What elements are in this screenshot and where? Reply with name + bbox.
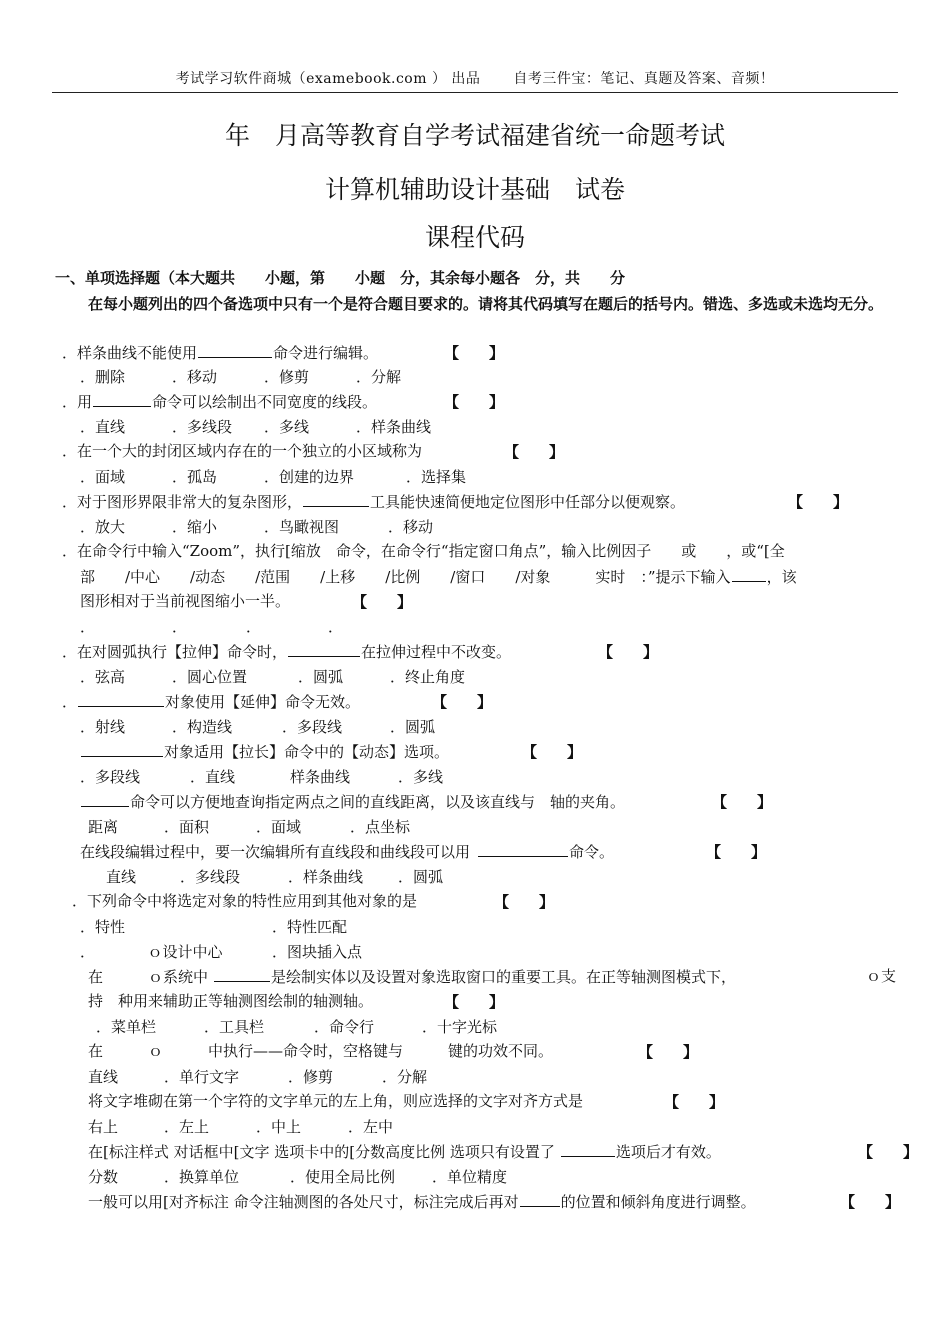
header-left: 考试学习软件商城（examebook.com ） 出品 — [175, 71, 481, 87]
option-b: ．特性匹配 — [272, 918, 348, 936]
course-code: 课程代码 — [424, 223, 525, 252]
question-1: ．样条曲线不能使用 命令进行编辑。 — [62, 344, 379, 362]
option-b: ．孤岛 — [172, 468, 218, 486]
option-a: ．菜单栏 — [96, 1018, 157, 1036]
question-5-line-2: 部 /中心 /动态 /范围 /上移 /比例 /窗口 /对象 实时 ：”提示下输入 ，该 — [80, 568, 797, 586]
option-c: ． ｏ设计中心 — [80, 943, 223, 961]
answer-bracket: 【 】 — [858, 1143, 919, 1161]
answer-blank — [214, 966, 270, 982]
answer-blank — [198, 342, 272, 358]
answer-blank — [81, 741, 163, 757]
answer-bracket: 【 】 — [638, 1043, 699, 1061]
option-d: ．选择集 — [406, 468, 467, 486]
option-c: 样条曲线 — [290, 768, 351, 786]
answer-bracket: 【 】 — [444, 993, 505, 1011]
header-right: 自考三件宝：笔记、真题及答案、音频！ — [513, 71, 775, 87]
question-12-tail: ｏ支 — [866, 967, 897, 985]
question-7: ． 对象使用【延伸】命令无效。 — [62, 693, 361, 711]
option-a: ．放大 — [80, 518, 126, 536]
answer-bracket: 【 】 — [522, 743, 583, 761]
answer-blank — [561, 1141, 615, 1157]
question-12-line-2: 持 种用来辅助正等轴测图绘制的轴测轴。 — [88, 992, 374, 1010]
option-a: ． — [80, 618, 96, 636]
answer-bracket: 【 】 — [494, 893, 555, 911]
section-instruction: 在每小题列出的四个备选项中只有一个是符合题目要求的。请将其代码填写在题后的括号内。错选、多选或未选均无分。 — [88, 295, 884, 313]
answer-blank — [93, 391, 151, 407]
answer-blank — [288, 641, 360, 657]
option-c: ．修剪 — [288, 1068, 334, 1086]
option-b: ．移动 — [172, 368, 218, 386]
answer-blank — [478, 841, 568, 857]
option-a: ．弦高 — [80, 668, 126, 686]
answer-blank — [732, 566, 766, 582]
answer-bracket: 【 】 — [504, 443, 565, 461]
header-divider — [52, 92, 898, 93]
option-d: ．圆弧 — [398, 868, 444, 886]
option-b: ．多线段 — [172, 418, 233, 436]
option-b: ．构造线 — [172, 718, 233, 736]
option-a: ．射线 — [80, 718, 126, 736]
answer-blank — [303, 491, 369, 507]
answer-blank — [78, 691, 164, 707]
answer-blank — [520, 1191, 560, 1207]
question-5-line-1: ．在命令行中输入“Zoom”，执行[缩放 命令，在命令行“指定窗口角点”，输入比例因子 或 ，或“[全 — [62, 542, 785, 560]
course-title: 计算机辅助设计基础 试卷 — [324, 175, 625, 204]
option-a: 直线 — [88, 1068, 119, 1086]
option-c: ．多段线 — [282, 718, 343, 736]
answer-bracket: 【 】 — [432, 693, 493, 711]
exam-title: 年 月高等教育自学考试福建省统一命题考试 — [224, 121, 725, 150]
option-c: ．面域 — [256, 818, 302, 836]
option-b: ．多线段 — [180, 868, 241, 886]
option-a: 右上 — [88, 1118, 119, 1136]
option-a: ．面域 — [80, 468, 126, 486]
question-9: 命令可以方便地查询指定两点之间的直线距离，以及该直线与 轴的夹角。 — [80, 791, 625, 812]
option-d: ．移动 — [388, 518, 434, 536]
question-6: ．在对圆弧执行【拉伸】命令时， 在拉伸过程中不改变。 — [62, 643, 512, 661]
option-c: ．圆弧 — [298, 668, 344, 686]
option-d: ．样条曲线 — [356, 418, 432, 436]
option-a: 直线 — [106, 868, 137, 886]
question-5-line-3: 图形相对于当前视图缩小一半。 — [80, 592, 291, 610]
option-b: ． — [172, 618, 188, 636]
option-c: ．使用全局比例 — [290, 1168, 396, 1186]
option-a: 距离 — [88, 818, 119, 836]
option-a: 分数 — [88, 1168, 119, 1186]
option-c: ．鸟瞰视图 — [264, 518, 340, 536]
answer-bracket: 【 】 — [712, 793, 773, 811]
option-d: ．左中 — [348, 1118, 394, 1136]
answer-bracket: 【 】 — [788, 493, 849, 511]
option-d: ．单位精度 — [432, 1168, 508, 1186]
answer-bracket: 【 】 — [444, 393, 505, 411]
option-a: ．删除 — [80, 368, 126, 386]
option-d: ．点坐标 — [350, 818, 411, 836]
option-b: ．工具栏 — [204, 1018, 265, 1036]
option-b: ．面积 — [164, 818, 210, 836]
answer-bracket: 【 】 — [840, 1193, 901, 1211]
answer-bracket: 【 】 — [444, 344, 505, 362]
option-c: ．修剪 — [264, 368, 310, 386]
option-c: ．命令行 — [314, 1018, 375, 1036]
option-a: ．特性 — [80, 918, 126, 936]
option-b: ．单行文字 — [164, 1068, 240, 1086]
option-c: ．多线 — [264, 418, 310, 436]
answer-bracket: 【 】 — [352, 593, 413, 611]
answer-bracket: 【 】 — [598, 643, 659, 661]
question-12-line-1: 在 ｏ系统中 是绘制实体以及设置对象选取窗口的重要工具。在正等轴测图模式下， — [88, 968, 737, 986]
option-a: ．多段线 — [80, 768, 141, 786]
option-d: ． — [328, 618, 344, 636]
question-11: ．下列命令中将选定对象的特性应用到其他对象的是 — [72, 892, 418, 910]
option-c: ．中上 — [256, 1118, 302, 1136]
question-15: 在[标注样式 对话框中[文字 选项卡中的[分数高度比例 选项只有设置了 选项后才有效。 — [88, 1143, 721, 1161]
option-b: ．圆心位置 — [172, 668, 248, 686]
option-b: ．直线 — [190, 768, 236, 786]
option-b: ．缩小 — [172, 518, 218, 536]
option-d: ．图块插入点 — [272, 943, 363, 961]
option-d: ．多线 — [398, 768, 444, 786]
question-2: ．用 命令可以绘制出不同宽度的线段。 — [62, 393, 378, 411]
question-10: 在线段编辑过程中，要一次编辑所有直线段和曲线段可以用 命令。 — [80, 843, 615, 861]
option-d: ．终止角度 — [390, 668, 466, 686]
question-13: 在 ｏ 中执行——命令时，空格键与 键的功效不同。 — [88, 1042, 554, 1060]
option-c: ．样条曲线 — [288, 868, 364, 886]
answer-blank — [81, 791, 129, 807]
answer-bracket: 【 】 — [706, 843, 767, 861]
answer-bracket: 【 】 — [664, 1093, 725, 1111]
option-c: ．创建的边界 — [264, 468, 355, 486]
question-14: 将文字堆砌在第一个字符的文字单元的左上角，则应选择的文字对齐方式是 — [88, 1092, 584, 1110]
option-d: ．圆弧 — [390, 718, 436, 736]
question-8: 对象适用【拉长】命令中的【动态】选项。 — [80, 741, 449, 762]
option-c: ． — [246, 618, 262, 636]
question-16: 一般可以用[对齐标注 命令注轴测图的各处尺寸，标注完成后再对 的位置和倾斜角度进行调整。 — [88, 1193, 756, 1211]
page-header — [52, 68, 898, 88]
option-d: ．分解 — [356, 368, 402, 386]
option-a: ．直线 — [80, 418, 126, 436]
section-heading: 一、单项选择题（本大题共 小题，第 小题 分，其余每小题各 分，共 分 — [55, 269, 626, 287]
option-b: ．左上 — [164, 1118, 210, 1136]
option-b: ．换算单位 — [164, 1168, 240, 1186]
question-4: ．对于图形界限非常大的复杂图形， 工具能快速简便地定位图形中任部分以便观察。 — [62, 493, 686, 511]
question-3: ．在一个大的封闭区域内存在的一个独立的小区域称为 — [62, 442, 423, 460]
option-d: ．十字光标 — [422, 1018, 498, 1036]
option-d: ．分解 — [382, 1068, 428, 1086]
